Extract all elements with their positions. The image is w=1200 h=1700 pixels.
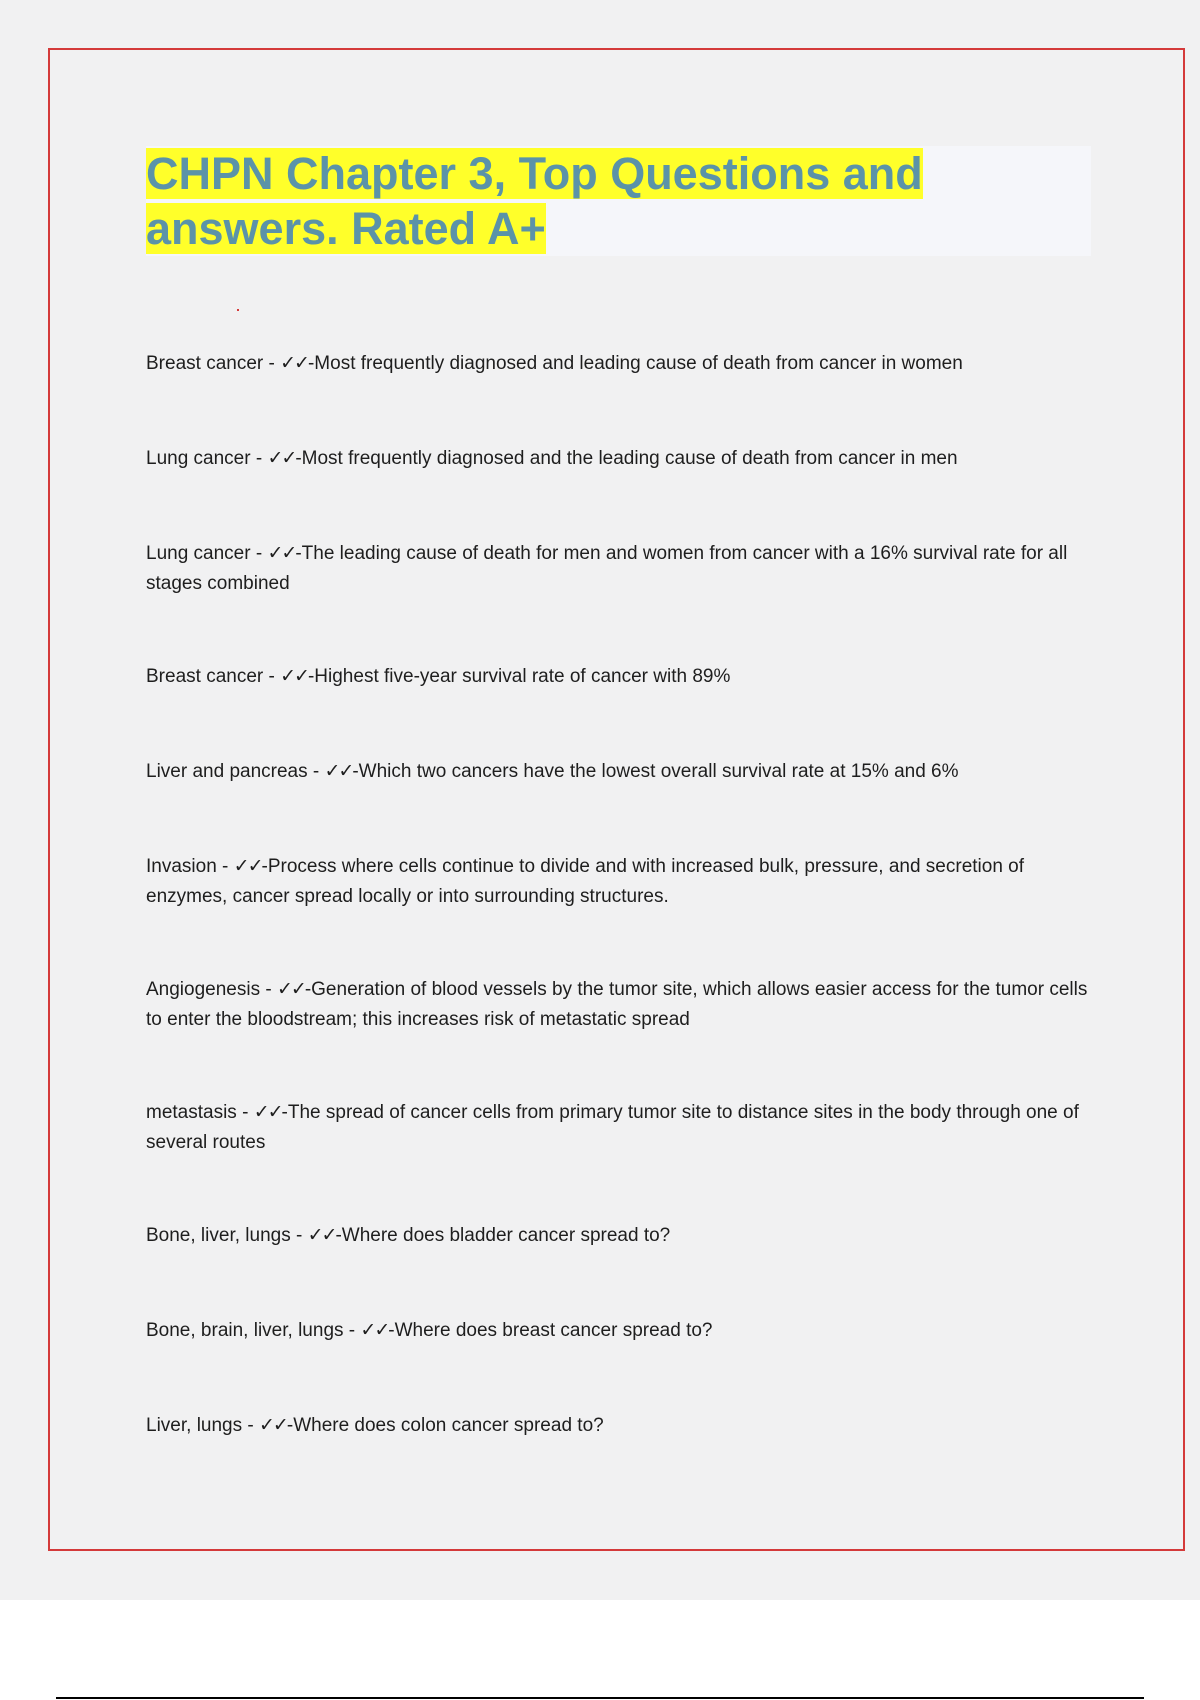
double-check-icon: ✓✓ bbox=[280, 665, 308, 687]
qa-dash: - bbox=[335, 1225, 342, 1246]
qa-term: Lung cancer bbox=[146, 543, 251, 564]
qa-separator: - bbox=[236, 1102, 254, 1123]
qa-dash: - bbox=[286, 1415, 294, 1436]
qa-item bbox=[146, 1097, 1096, 1158]
qa-dash: - bbox=[261, 856, 268, 877]
qa-separator: - bbox=[260, 979, 277, 1000]
qa-dash: - bbox=[295, 543, 302, 564]
double-check-icon: ✓✓ bbox=[267, 542, 296, 564]
qa-item bbox=[146, 756, 1096, 787]
qa-separator: - bbox=[343, 1320, 361, 1341]
qa-item bbox=[146, 1315, 1096, 1346]
qa-item bbox=[146, 443, 1096, 474]
qa-item bbox=[146, 851, 1096, 912]
qa-separator: - bbox=[250, 448, 268, 469]
double-check-icon: ✓✓ bbox=[233, 855, 262, 877]
double-check-icon: ✓✓ bbox=[276, 978, 305, 1000]
qa-definition: Highest five-year survival rate of cancer with 89% bbox=[314, 666, 731, 687]
qa-item bbox=[146, 1410, 1096, 1441]
qa-term: Invasion bbox=[146, 856, 217, 877]
qa-term: Liver and pancreas bbox=[146, 761, 308, 782]
qa-definition: The spread of cancer cells from primary tumor site to distance sites in the body through one of several routes bbox=[146, 1102, 1079, 1153]
qa-definition: The leading cause of death for men and women from cancer with a 16% survival rate for all stages combined bbox=[146, 543, 1068, 594]
qa-definition: Most frequently diagnosed and the leading cause of death from cancer in men bbox=[301, 448, 958, 469]
qa-dash: - bbox=[352, 761, 359, 782]
qa-separator: - bbox=[216, 856, 234, 877]
qa-separator: - bbox=[263, 353, 281, 374]
qa-dash: - bbox=[295, 448, 302, 469]
qa-item bbox=[146, 538, 1096, 599]
qa-separator: - bbox=[250, 543, 268, 564]
title-block bbox=[146, 146, 1091, 256]
double-check-icon: ✓✓ bbox=[280, 352, 308, 374]
qa-term: Breast cancer bbox=[146, 353, 264, 374]
bottom-divider-line bbox=[56, 1697, 1144, 1699]
qa-definition: Most frequently diagnosed and leading cause of death from cancer in women bbox=[314, 353, 963, 374]
title-line-2: answers. Rated A+ bbox=[146, 203, 546, 254]
qa-definition: Where does breast cancer spread to? bbox=[394, 1320, 713, 1341]
qa-separator: - bbox=[263, 666, 281, 687]
qa-dash: - bbox=[281, 1102, 288, 1123]
double-check-icon: ✓✓ bbox=[324, 760, 353, 782]
qa-separator: - bbox=[307, 761, 325, 782]
qa-item bbox=[146, 1220, 1096, 1251]
double-check-icon: ✓✓ bbox=[267, 447, 296, 469]
qa-term: Bone, liver, lungs bbox=[146, 1225, 291, 1246]
qa-term: metastasis bbox=[146, 1102, 237, 1123]
qa-dash: - bbox=[304, 979, 312, 1000]
qa-definition: Process where cells continue to divide and with increased bulk, pressure, and secretion of enzymes, cancer spread locally or into surrounding structures. bbox=[146, 856, 1025, 907]
qa-separator: - bbox=[242, 1415, 260, 1436]
qa-dash: - bbox=[307, 353, 315, 374]
qa-list bbox=[146, 348, 1096, 1505]
qa-term: Breast cancer bbox=[146, 666, 264, 687]
double-check-icon: ✓✓ bbox=[360, 1319, 389, 1341]
qa-term: Liver, lungs bbox=[146, 1415, 243, 1436]
qa-definition: Which two cancers have the lowest overall survival rate at 15% and 6% bbox=[358, 761, 959, 782]
qa-term: Lung cancer bbox=[146, 448, 251, 469]
qa-separator: - bbox=[290, 1225, 308, 1246]
title-line-1: CHPN Chapter 3, Top Questions and bbox=[146, 148, 923, 199]
double-check-icon: ✓✓ bbox=[253, 1101, 282, 1123]
qa-item bbox=[146, 348, 1096, 379]
qa-definition: Generation of blood vessels by the tumor site, which allows easier access for the tumor cells to enter the bloodstream; this increases risk of metastatic spread bbox=[146, 979, 1088, 1030]
qa-dash: - bbox=[388, 1320, 395, 1341]
stray-dot-mark bbox=[237, 309, 239, 311]
qa-definition: Where does colon cancer spread to? bbox=[293, 1415, 604, 1436]
qa-term: Angiogenesis bbox=[146, 979, 261, 1000]
qa-item bbox=[146, 661, 1096, 692]
double-check-icon: ✓✓ bbox=[307, 1224, 336, 1246]
qa-dash: - bbox=[307, 666, 315, 687]
double-check-icon: ✓✓ bbox=[259, 1414, 287, 1436]
qa-term: Bone, brain, liver, lungs bbox=[146, 1320, 344, 1341]
qa-definition: Where does bladder cancer spread to? bbox=[341, 1225, 671, 1246]
qa-item bbox=[146, 974, 1096, 1035]
document-title bbox=[146, 146, 1091, 256]
